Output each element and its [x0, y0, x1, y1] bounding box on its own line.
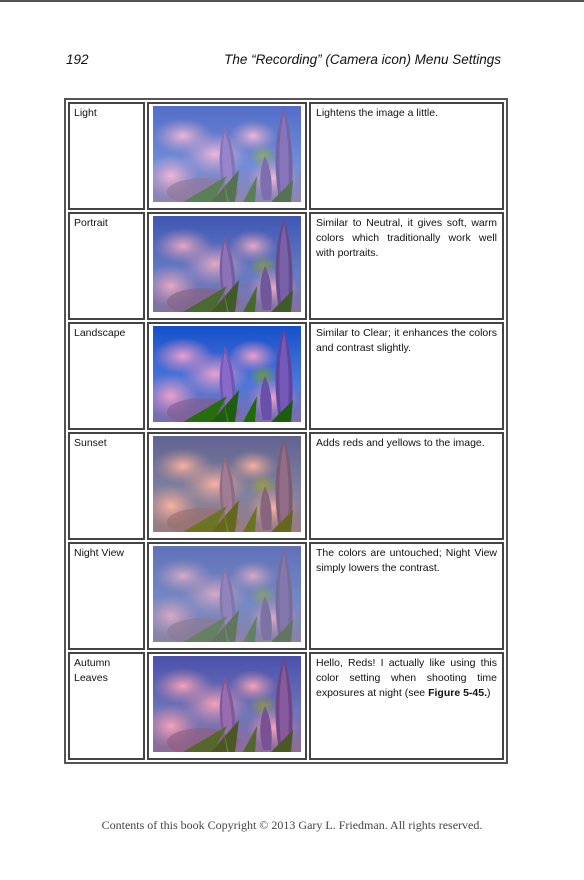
picture-style-table — [64, 98, 508, 764]
setting-description-cell — [309, 102, 504, 210]
setting-name-cell — [68, 652, 145, 760]
sample-photo — [153, 656, 301, 752]
description-text-end: ) — [487, 687, 491, 699]
table-row — [68, 102, 504, 210]
table-row — [68, 652, 504, 760]
setting-description: The colors are untouched; Night View simply lowers the contrast. — [316, 547, 497, 574]
description-text: Hello, Reds! I actually like using this color setting when shooting time exposures at night (see — [316, 657, 497, 699]
setting-name: Light — [74, 107, 97, 119]
sample-photo-cell — [147, 652, 307, 760]
setting-description: Lightens the image a little. — [316, 107, 438, 119]
setting-description: Adds reds and yellows to the image. — [316, 437, 485, 449]
table-row — [68, 542, 504, 650]
setting-description-cell — [309, 322, 504, 430]
copyright-footer: Contents of this book Copyright © 2013 Gary L. Friedman. All rights reserved. — [101, 818, 483, 832]
sample-photo-cell — [147, 322, 307, 430]
setting-name: Night View — [74, 547, 124, 559]
setting-name-cell — [68, 212, 145, 320]
table-row — [68, 432, 504, 540]
sample-photo-cell — [147, 432, 307, 540]
setting-description: Similar to Neutral, it gives soft, warm colors which traditionally work well with portraits. — [316, 217, 497, 259]
top-rule — [0, 0, 584, 2]
setting-description: Similar to Clear; it enhances the colors and contrast slightly. — [316, 327, 497, 354]
setting-name-cell — [68, 542, 145, 650]
setting-description-cell — [309, 542, 504, 650]
sample-photo-cell — [147, 102, 307, 210]
setting-name-cell — [68, 102, 145, 210]
setting-name-cell — [68, 432, 145, 540]
figure-reference: Figure 5-45. — [428, 687, 488, 699]
table-row — [68, 322, 504, 430]
sample-photo — [153, 216, 301, 312]
sample-photo — [153, 106, 301, 202]
setting-description-cell — [309, 212, 504, 320]
setting-description-cell — [309, 432, 504, 540]
running-title: The “Recording” (Camera icon) Menu Settings — [224, 52, 501, 67]
setting-name: Autumn Leaves — [74, 657, 111, 684]
sample-photo — [153, 546, 301, 642]
setting-name: Sunset — [74, 437, 107, 449]
setting-name: Portrait — [74, 217, 108, 229]
sample-photo — [153, 326, 301, 422]
sample-photo-cell — [147, 212, 307, 320]
setting-name-cell — [68, 322, 145, 430]
sample-photo — [153, 436, 301, 532]
setting-description — [311, 654, 502, 703]
page-number: 192 — [66, 52, 89, 67]
setting-name: Landscape — [74, 327, 126, 339]
table-row — [68, 212, 504, 320]
setting-description-cell — [309, 652, 504, 760]
sample-photo-cell — [147, 542, 307, 650]
